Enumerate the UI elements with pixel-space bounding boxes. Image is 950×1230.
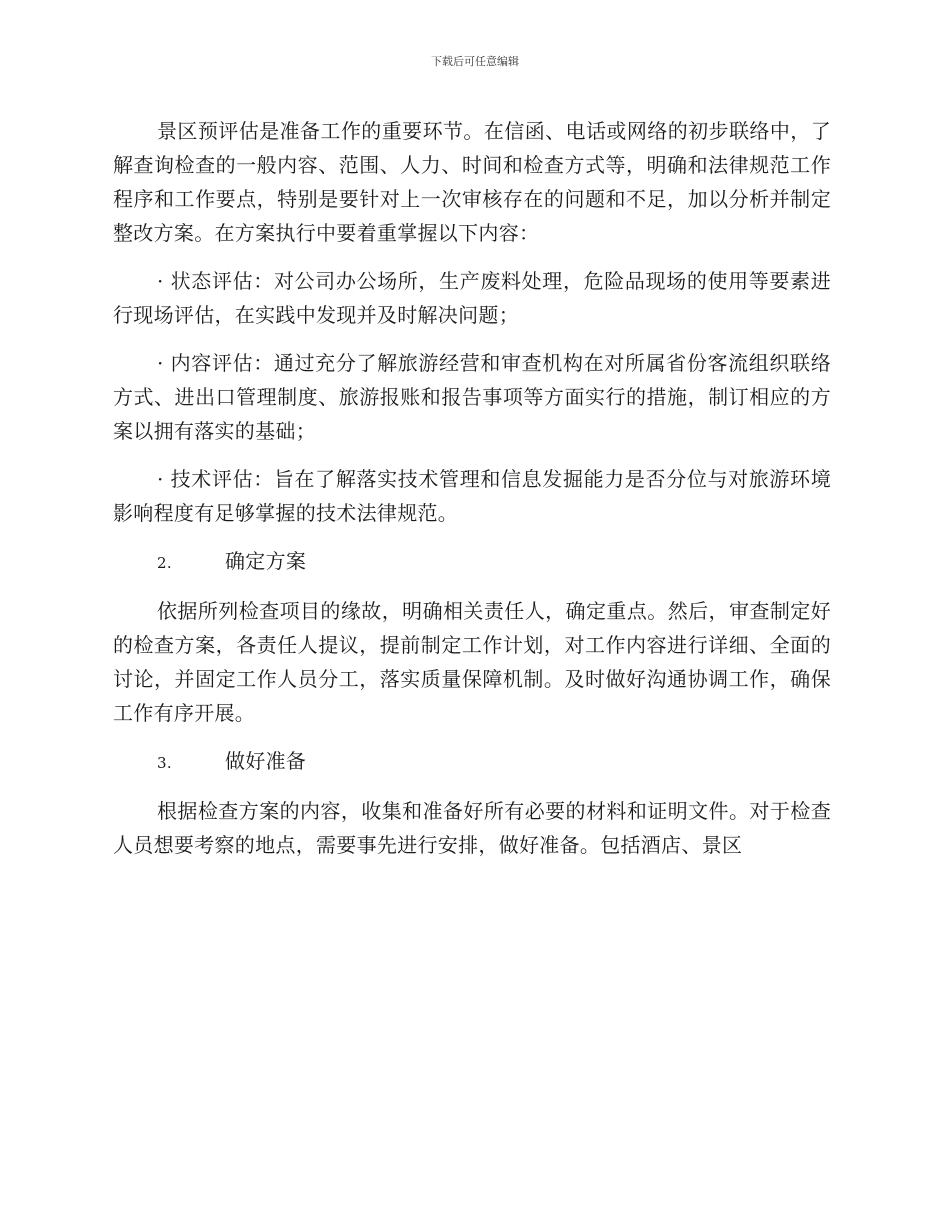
section-title: 确定方案: [225, 549, 307, 573]
section-heading-2: [113, 544, 831, 580]
bullet-status-evaluation: · 状态评估：对公司办公场所，生产废料处理，危险品现场的使用等要素进行现场评估，在实践中发现并及时解决问题；: [113, 269, 831, 327]
intro-paragraph: 景区预评估是准备工作的重要环节。在信函、电话或网络的初步联络中，了解查询检查的一般内容、范围、人力、时间和检查方式等，明确和法律规范工作程序和工作要点，特别是要针对上一次审核存在的问题和不足，加以分析并制定整改方案。在方案执行中要着重掌握以下内容：: [113, 119, 831, 245]
section-number: 2.: [157, 554, 172, 572]
page-header: 下载后可任意编辑: [431, 55, 519, 68]
section-3-paragraph: 根据检查方案的内容，收集和准备好所有必要的材料和证明文件。对于检查人员想要考察的地点，需要事先进行安排，做好准备。包括酒店、景区: [113, 799, 831, 857]
section-2-paragraph: 依据所列检查项目的缘故，明确相关责任人，确定重点。然后，审查制定好的检查方案，各责任人提议，提前制定工作计划，对工作内容进行详细、全面的讨论，并固定工作人员分工，落实质量保障机制。及时做好沟通协调工作，确保工作有序开展。: [113, 599, 831, 725]
bullet-technical-evaluation: · 技术评估：旨在了解落实技术管理和信息发掘能力是否分位与对旅游环境影响程度有足够掌握的技术法律规范。: [113, 467, 831, 525]
bullet-content-evaluation: · 内容评估：通过充分了解旅游经营和审查机构在对所属省份客流组织联络方式、进出口管理制度、旅游报账和报告事项等方面实行的措施，制订相应的方案以拥有落实的基础；: [113, 351, 831, 443]
section-heading-3: [113, 744, 831, 780]
section-number: 3.: [157, 754, 172, 772]
document-body: [113, 114, 831, 876]
section-title: 做好准备: [225, 749, 307, 773]
